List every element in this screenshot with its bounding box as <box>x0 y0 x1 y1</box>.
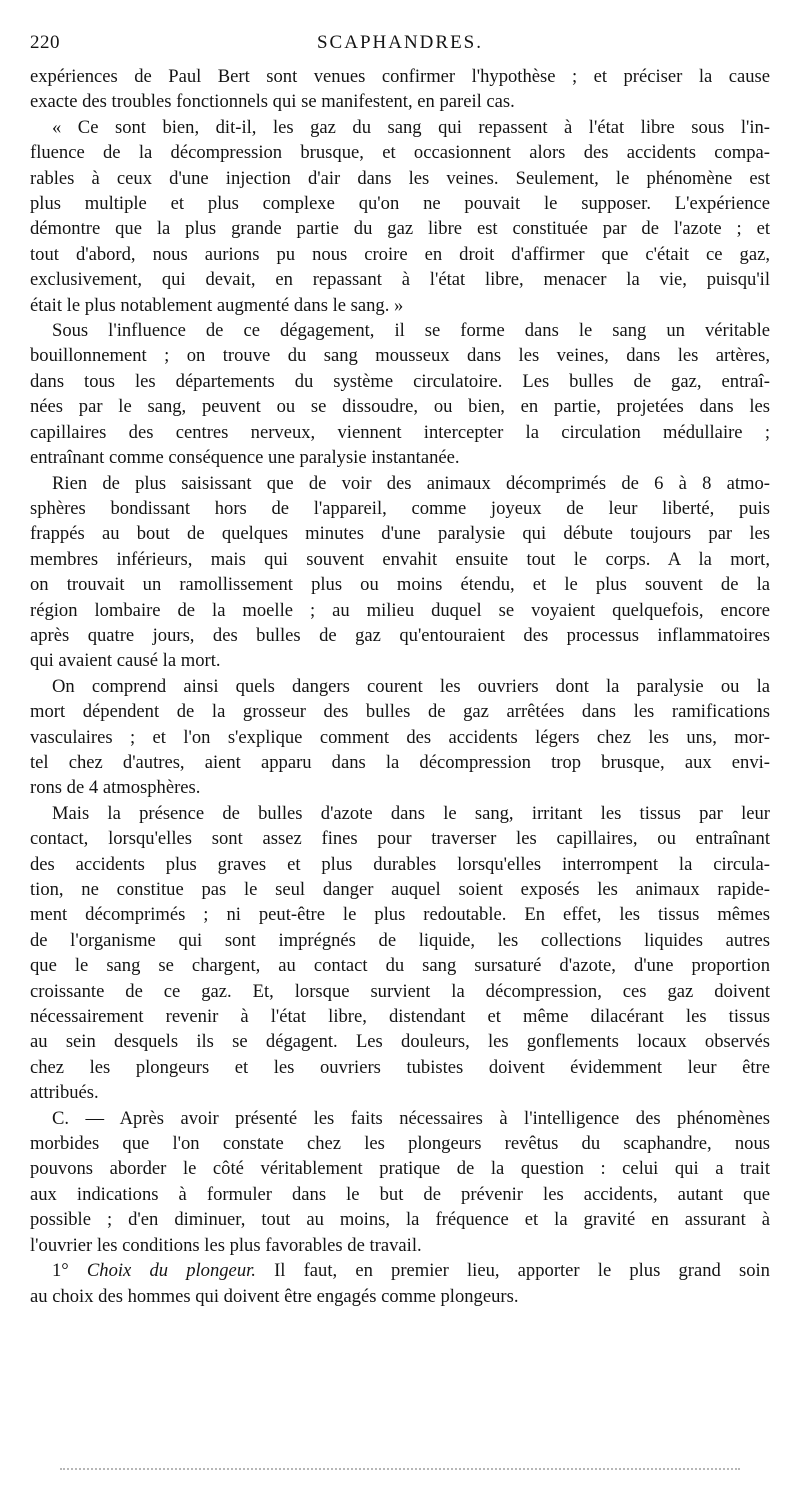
paragraph-7 <box>30 1106 770 1258</box>
text-line: possible ; d'en diminuer, tout au moins, la fréquence et la gravité en assurant à <box>30 1209 770 1231</box>
text-line: nées par le sang, peuvent ou se dissoudre, ou bien, en partie, projetées dans les <box>30 396 770 418</box>
text-line: on trouvait un ramollissement plus ou moins étendu, et le plus souvent de la <box>30 574 770 596</box>
text-line <box>30 1258 770 1283</box>
book-page <box>30 30 770 1309</box>
text-line: rons de 4 atmosphères. <box>30 777 201 799</box>
text-line: que le sang se chargent, au contact du sang sursaturé d'azote, d'une proportion <box>30 955 770 977</box>
text-line: expériences de Paul Bert sont venues confirmer l'hypothèse ; et préciser la cause <box>30 66 770 87</box>
text-line: On comprend ainsi quels dangers courent les ouvriers dont la paralysie ou la <box>52 675 770 697</box>
text-line: « Ce sont bien, dit-il, les gaz du sang qui repassent à l'état libre sous l'in- <box>52 116 770 138</box>
paragraph-4 <box>30 471 770 674</box>
running-title: SCAPHANDRES. <box>316 32 483 53</box>
text-line: au choix des hommes qui doivent être engagés comme plongeurs. <box>30 1285 519 1307</box>
text-line: morbides que l'on constate chez les plongeurs revêtus du scaphandre, nous <box>30 1133 770 1155</box>
text-line: croissante de ce gaz. Et, lorsque survient la décompression, ces gaz doivent <box>30 980 770 1002</box>
text-line: après quatre jours, des bulles de gaz qu'entouraient des processus inflammatoires <box>30 624 770 646</box>
paragraph-3 <box>30 318 770 470</box>
text-line: pouvons aborder le côté véritablement pratique de la question : celui qui a trait <box>30 1158 770 1180</box>
paragraph-6 <box>30 801 770 1106</box>
text-line: plus multiple et plus complexe qu'on ne pouvait le supposer. L'expérience <box>30 193 770 215</box>
text-line: ment décomprimés ; ni peut-être le plus redoutable. En effet, les tissus mêmes <box>30 904 770 926</box>
page-bottom-rule <box>60 1468 740 1472</box>
text-line: Rien de plus saisissant que de voir des animaux décomprimés de 6 à 8 atmo- <box>52 472 770 494</box>
text-line: l'ouvrier les conditions les plus favorables de travail. <box>30 1234 422 1256</box>
text-line: aux indications à formuler dans le but de prévenir les accidents, autant que <box>30 1183 770 1205</box>
page-number: 220 <box>30 32 60 53</box>
text-line: frappés au bout de quelques minutes d'une paralysie qui débute toujours par les <box>30 523 770 545</box>
text-line: exclusivement, qui devait, en repassant à l'état libre, menacer la vie, puisqu'il <box>30 269 770 291</box>
paragraph-2 <box>30 115 770 318</box>
text-line: exacte des troubles fonctionnels qui se manifestent, en pareil cas. <box>30 91 515 113</box>
text-line: tel chez d'autres, aient apparu dans la décompression trop brusque, aux envi- <box>30 751 770 773</box>
body-text <box>30 64 770 1309</box>
text-line: qui avaient causé la mort. <box>30 650 221 672</box>
running-head <box>30 30 770 60</box>
text-line: mort dépendent de la grosseur des bulles de gaz arrêtées dans les ramifications <box>30 701 770 723</box>
text-line: bouillonnement ; on trouve du sang mousseux dans les veines, dans les artères, <box>30 345 770 367</box>
text-line: chez les plongeurs et les ouvriers tubistes doivent évidemment leur être <box>30 1056 770 1078</box>
text-line: rables à ceux d'une injection d'air dans les veines. Seulement, le phénomène est <box>30 167 770 189</box>
text-line: contact, lorsqu'elles sont assez fines pour traverser les capillaires, ou entraînant <box>30 828 770 850</box>
text-line: au sein desquels ils se dégagent. Les douleurs, les gonflements locaux observés <box>30 1031 770 1053</box>
text-line: sphères bondissant hors de l'appareil, comme joyeux de leur liberté, puis <box>30 497 770 519</box>
text-line: de l'organisme qui sont imprégnés de liquide, les collections liquides autres <box>30 929 770 951</box>
paragraph-5 <box>30 674 770 801</box>
text-line: nécessairement revenir à l'état libre, distendant et même dilacérant les tissus <box>30 1006 770 1028</box>
text-fragment: Il faut, en premier lieu, apporter le plus grand soin <box>274 1260 770 1282</box>
text-line: Sous l'influence de ce dégagement, il se forme dans le sang un véritable <box>52 320 770 342</box>
text-line: membres inférieurs, mais qui souvent envahit ensuite tout le corps. A la mort, <box>30 548 770 570</box>
text-line: fluence de la décompression brusque, et occasionnent alors des accidents compa- <box>30 142 770 164</box>
text-line: C. — Après avoir présenté les faits nécessaires à l'intelligence des phénomènes <box>52 1107 770 1129</box>
text-line: vasculaires ; et l'on s'explique comment des accidents légers chez les uns, mor- <box>30 726 770 748</box>
text-line: tout d'abord, nous aurions pu nous croire en droit d'affirmer que c'était ce gaz, <box>30 243 770 265</box>
text-line: Mais la présence de bulles d'azote dans le sang, irritant les tissus par leur <box>52 802 770 824</box>
paragraph-1 <box>30 64 770 115</box>
paragraph-8 <box>30 1258 770 1309</box>
text-line: entraînant comme conséquence une paralysie instantanée. <box>30 447 460 469</box>
text-line: dans tous les départements du système circulatoire. Les bulles de gaz, entraî- <box>30 370 770 392</box>
section-heading: Choix du plongeur. <box>86 1260 256 1282</box>
text-line: attribués. <box>30 1082 99 1104</box>
text-line: région lombaire de la moelle ; au milieu duquel se voyaient quelquefois, encore <box>30 599 770 621</box>
text-line: des accidents plus graves et plus durables lorsqu'elles interrompent la circula- <box>30 853 770 875</box>
text-line: démontre que la plus grande partie du gaz libre est constituée par de l'azote ; et <box>30 218 770 240</box>
section-number: 1° <box>52 1260 69 1282</box>
text-line: était le plus notablement augmenté dans le sang. » <box>30 294 404 316</box>
text-line: capillaires des centres nerveux, viennent intercepter la circulation médullaire ; <box>30 421 770 443</box>
text-line: tion, ne constitue pas le seul danger auquel soient exposés les animaux rapide- <box>30 879 770 900</box>
